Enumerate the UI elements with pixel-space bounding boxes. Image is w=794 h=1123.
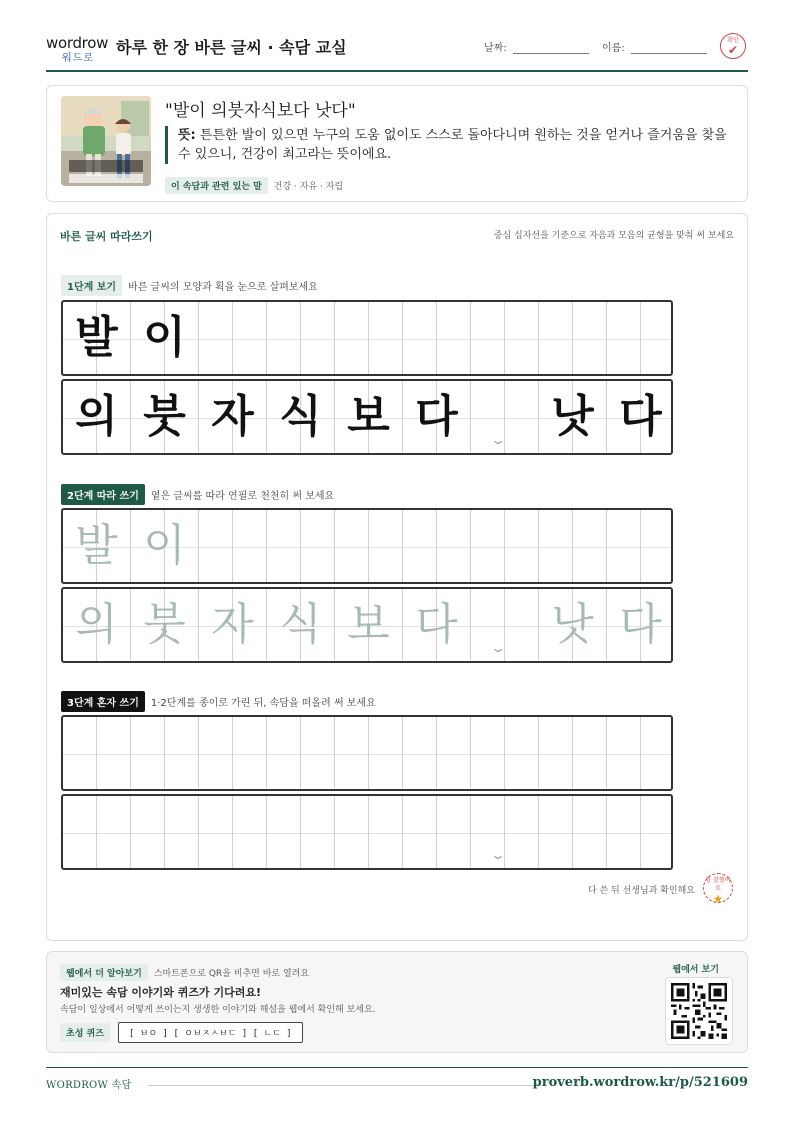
chosung-quiz xyxy=(60,1022,303,1043)
grid-cell xyxy=(199,302,267,374)
grid-cell[interactable] xyxy=(131,796,199,868)
grid-cell: 낫 xyxy=(539,381,607,453)
grid-cell[interactable]: 다 xyxy=(403,589,471,661)
grid-cell: 자 xyxy=(199,381,267,453)
page-footer xyxy=(46,1067,748,1097)
step-3-line-2[interactable] xyxy=(61,794,673,870)
grid-cell xyxy=(267,302,335,374)
grid-cell[interactable]: 보 xyxy=(335,589,403,661)
step-2-line-2[interactable] xyxy=(61,587,673,663)
grid-cell[interactable] xyxy=(471,717,539,789)
logo xyxy=(46,34,109,64)
section-note: 중심 십자선을 기준으로 자음과 모음의 균형을 맞춰 써 보세요 xyxy=(493,231,734,241)
grid-cell[interactable] xyxy=(607,717,673,789)
name-label: 이름: xyxy=(602,43,625,54)
star-stamp-text: 참 잘했어요 xyxy=(705,877,731,892)
grid-cell[interactable]: 다 xyxy=(607,589,673,661)
step-3-desc: 1·2단계를 종이로 가린 뒤, 속담을 떠올려 써 보세요 xyxy=(150,698,376,709)
grid-cell[interactable] xyxy=(539,796,607,868)
qr-label: 웹에서 보기 xyxy=(672,965,719,975)
grid-cell: 식 xyxy=(267,381,335,453)
grid-cell xyxy=(607,302,673,374)
name-field[interactable] xyxy=(602,39,707,54)
grid-cell: 발 xyxy=(63,302,131,374)
web-desc: 속담이 일상에서 어떻게 쓰이는지 생생한 이야기와 해설을 웹에서 확인해 보세요. xyxy=(60,1005,376,1015)
quiz-box: [ ㅂㅇ ] [ ㅇㅂㅈㅅㅂㄷ ] [ ㄴㄷ ] xyxy=(118,1022,303,1043)
check-note: 다 쓴 뒤 선생님과 확인해요 xyxy=(587,886,695,896)
related-tag: 이 속담과 관련 있는 말 xyxy=(165,177,268,194)
footer-brand: WORDROW 속담 xyxy=(46,1080,132,1091)
grid-cell[interactable]: 식 xyxy=(267,589,335,661)
grid-cell[interactable] xyxy=(335,717,403,789)
step-1-header xyxy=(61,275,318,296)
grid-cell[interactable] xyxy=(335,510,403,582)
grid-cell[interactable]: 낫 xyxy=(539,589,607,661)
grid-cell[interactable]: 붓 xyxy=(131,589,199,661)
step-1-badge: 1단계 보기 xyxy=(61,275,122,296)
grid-cell xyxy=(335,302,403,374)
grid-cell[interactable] xyxy=(403,717,471,789)
grid-cell[interactable] xyxy=(199,717,267,789)
grid-cell[interactable] xyxy=(335,796,403,868)
grid-cell[interactable] xyxy=(63,717,131,789)
step-2-line-1[interactable] xyxy=(61,508,673,584)
grid-cell[interactable]: 의 xyxy=(63,589,131,661)
logo-sub: 워드로 xyxy=(62,53,94,64)
grid-cell xyxy=(471,302,539,374)
web-promo-box xyxy=(46,951,748,1053)
star-stamp-icon: 참 잘했어요 ★ xyxy=(703,873,733,903)
web-tag-desc: 스마트폰으로 QR을 비추면 바로 열려요 xyxy=(153,969,310,979)
step-2-desc: 옅은 글씨를 따라 연필로 천천히 써 보세요 xyxy=(150,491,335,502)
check-stamp-icon: 확인 ✔ xyxy=(720,33,746,59)
grid-cell: 이 xyxy=(131,302,199,374)
space-mark-icon: ⌄ xyxy=(489,433,507,447)
quiz-label: 초성 퀴즈 xyxy=(60,1023,110,1042)
space-mark-icon: ⌄ xyxy=(489,848,507,862)
grid-cell xyxy=(403,302,471,374)
logo-main: wordrow xyxy=(46,34,109,52)
grid-cell[interactable] xyxy=(539,717,607,789)
step-1-line-1 xyxy=(61,300,673,376)
web-tag-row xyxy=(60,964,309,981)
date-label: 날짜: xyxy=(484,43,507,54)
step-2-badge: 2단계 따라 쓰기 xyxy=(61,484,145,505)
related-words xyxy=(165,177,343,194)
step-3-badge: 3단계 혼자 쓰기 xyxy=(61,691,145,712)
grid-cell[interactable] xyxy=(403,510,471,582)
grid-cell xyxy=(539,302,607,374)
grid-cell[interactable] xyxy=(131,717,199,789)
grid-cell: 다 xyxy=(607,381,673,453)
grid-cell[interactable] xyxy=(267,510,335,582)
grid-cell[interactable] xyxy=(607,796,673,868)
web-headline: 재미있는 속담 이야기와 퀴즈가 기다려요! xyxy=(60,986,261,999)
step-1-desc: 바른 글씨의 모양과 획을 눈으로 살펴보세요 xyxy=(128,282,318,293)
page-title: 하루 한 장 바른 글씨 · 속담 교실 xyxy=(116,38,347,57)
date-line[interactable] xyxy=(513,42,589,54)
section-title: 바른 글씨 따라쓰기 xyxy=(60,230,153,243)
grid-cell[interactable]: 자 xyxy=(199,589,267,661)
proverb-title: "발이 의붓자식보다 낫다" xyxy=(165,101,356,121)
step-3-line-1[interactable] xyxy=(61,715,673,791)
proverb-card xyxy=(46,85,748,202)
step-2-header xyxy=(61,484,334,505)
space-mark-icon: ⌄ xyxy=(489,641,507,655)
grid-cell[interactable] xyxy=(607,510,673,582)
grid-cell[interactable]: 이 xyxy=(131,510,199,582)
grid-cell: 의 xyxy=(63,381,131,453)
proverb-illustration xyxy=(61,96,151,186)
date-field[interactable] xyxy=(484,39,589,54)
grid-cell[interactable] xyxy=(199,510,267,582)
page-header xyxy=(46,30,748,72)
grid-cell[interactable] xyxy=(63,796,131,868)
footer-divider xyxy=(148,1085,538,1086)
footer-url[interactable]: proverb.wordrow.kr/p/521609 xyxy=(532,1075,748,1090)
grid-cell: 보 xyxy=(335,381,403,453)
grid-cell[interactable] xyxy=(539,510,607,582)
meaning-label: 뜻: xyxy=(178,128,196,143)
handwriting-section xyxy=(46,213,748,941)
grid-cell: 다 xyxy=(403,381,471,453)
grid-cell[interactable] xyxy=(471,510,539,582)
grid-cell[interactable] xyxy=(267,717,335,789)
grid-cell[interactable] xyxy=(403,796,471,868)
web-tag: 웹에서 더 알아보기 xyxy=(60,964,148,981)
name-line[interactable] xyxy=(631,42,707,54)
grid-cell[interactable]: 발 xyxy=(63,510,131,582)
step-3-header xyxy=(61,691,376,712)
qr-code-icon[interactable] xyxy=(665,977,733,1045)
stamp-text: 확인 xyxy=(727,37,739,44)
proverb-meaning xyxy=(165,126,735,164)
related-list: 건강 · 자유 · 자립 xyxy=(273,182,344,192)
grid-cell: 붓 xyxy=(131,381,199,453)
meaning-text: 튼튼한 발이 있으면 누구의 도움 없이도 스스로 돌아다니며 원하는 것을 얻거나 즐거움을 찾을 수 있으니, 건강이 최고라는 뜻이에요. xyxy=(178,128,727,162)
grid-cell[interactable] xyxy=(199,796,267,868)
grid-cell[interactable] xyxy=(267,796,335,868)
step-1-line-2 xyxy=(61,379,673,455)
